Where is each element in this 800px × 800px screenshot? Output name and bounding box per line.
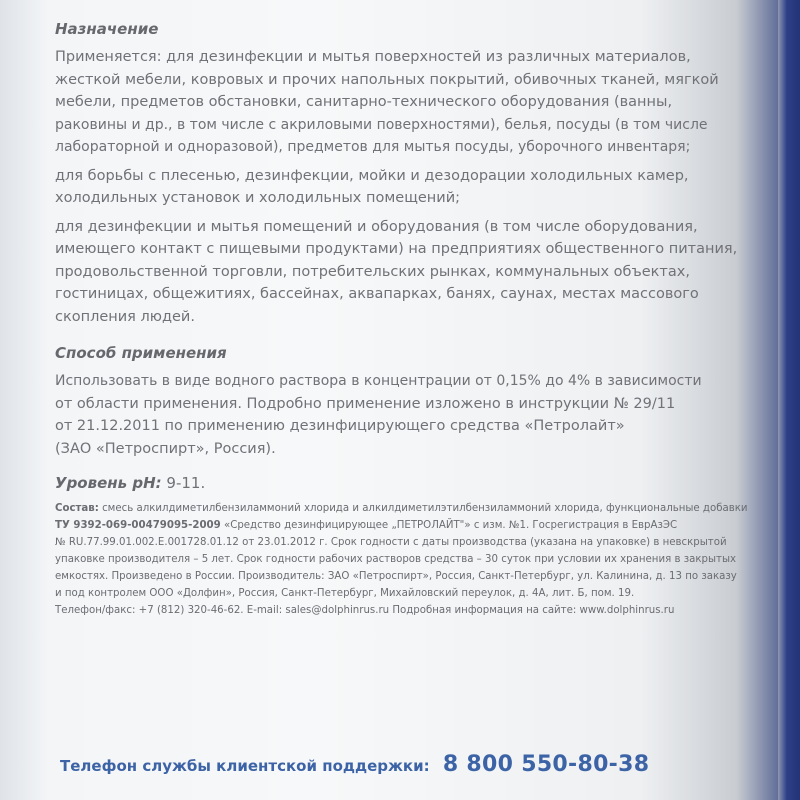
- purpose-line: продовольственной торговли, потребительских рынках, коммунальных объектах,: [55, 263, 690, 280]
- product-label: [55, 20, 775, 619]
- usage-text: [55, 370, 775, 460]
- legal-text: «Средство дезинфицирующее „ПЕТРОЛАЙТ"» с изм. №1. Госрегистрация в ЕврАзЭС: [223, 520, 678, 531]
- legal-line: и под контролем ООО «Долфин», Россия, Санкт-Петербург, Михайловский переулок, д. 4А, лит. Б, пом. 19.: [55, 588, 635, 599]
- purpose-text: [55, 46, 775, 328]
- composition-label: Состав:: [55, 503, 99, 514]
- legal-line: Телефон/факс: +7 (812) 320-46-62. E-mail: sales@dolphinrus.ru Подробная информация на сайте: www.dolphinrus.ru: [55, 605, 675, 616]
- purpose-line: для борьбы с плесенью, дезинфекции, мойки и дезодорации холодильных камер,: [55, 167, 689, 184]
- usage-title: Способ применения: [55, 344, 227, 362]
- purpose-title: Назначение: [55, 20, 159, 38]
- usage-section: [55, 344, 775, 460]
- support-label: Телефон службы клиентской поддержки:: [60, 757, 430, 775]
- legal-line: емкостях. Произведено в России. Производитель: ЗАО «Петроспирт», Россия, Санкт-Петербург, ул. Калинина, д. 13 по заказу: [55, 571, 737, 582]
- purpose-line: жесткой мебели, ковровых и прочих напольных покрытий, обивочных тканей, мягкой: [55, 71, 719, 88]
- usage-line: от области применения. Подробно применение изложено в инструкции № 29/11: [55, 395, 676, 412]
- ph-label: Уровень рН:: [55, 474, 162, 492]
- bottle-edge: [778, 0, 800, 800]
- usage-line: Использовать в виде водного раствора в концентрации от 0,15% до 4% в зависимости: [55, 373, 702, 389]
- legal-line: [55, 517, 775, 534]
- composition-text: смесь алкилдиметилбензиламмоний хлорида и алкилдиметилэтилбензиламмоний хлорида, функциональные добавки: [102, 503, 748, 514]
- usage-line: (ЗАО «Петроспирт», Россия).: [55, 440, 276, 457]
- tu-number: ТУ 9392-069-00479095-2009: [55, 520, 221, 531]
- purpose-line: Применяется: для дезинфекции и мытья поверхностей из различных материалов,: [55, 49, 691, 65]
- support-phone: 8 800 550-80-38: [442, 752, 650, 777]
- purpose-line: скопления людей.: [55, 308, 195, 325]
- composition: [55, 500, 775, 517]
- purpose-line: имеющего контакт с пищевыми продуктами) на предприятиях общественного питания,: [55, 241, 738, 257]
- purpose-section: [55, 20, 775, 328]
- purpose-line: холодильных установок и холодильных помещений;: [55, 190, 461, 206]
- purpose-line: раковины и др., в том числе с акриловыми поверхностями), белья, посуды (в том числе: [55, 116, 708, 133]
- ph-level: [55, 474, 775, 492]
- purpose-line: гостиницах, общежитиях, бассейнах, аквапарках, банях, саунах, местах массового: [55, 286, 699, 302]
- purpose-line: для дезинфекции и мытья помещений и оборудования (в том числе оборудования,: [55, 218, 698, 235]
- legal-line: № RU.77.99.01.002.Е.001728.01.12 от 23.01.2012 г. Срок годности с даты производства (указана на упаковке) в невскрытой: [55, 537, 727, 548]
- support-line: [60, 752, 649, 777]
- purpose-line: мебели, предметов обстановки, санитарно-технического оборудования (ванны,: [55, 94, 673, 110]
- usage-line: от 21.12.2011 по применению дезинфицирующего средства «Петролайт»: [55, 418, 625, 434]
- purpose-line: лабораторной и одноразовой), предметов для мытья посуды, уборочного инвентаря;: [55, 139, 691, 155]
- ph-value: 9-11.: [166, 474, 206, 492]
- legal-line: упаковке производителя – 5 лет. Срок годности рабочих растворов средства – 30 суток при условии их хранения в закрытых: [55, 554, 737, 565]
- fine-print: [55, 500, 775, 619]
